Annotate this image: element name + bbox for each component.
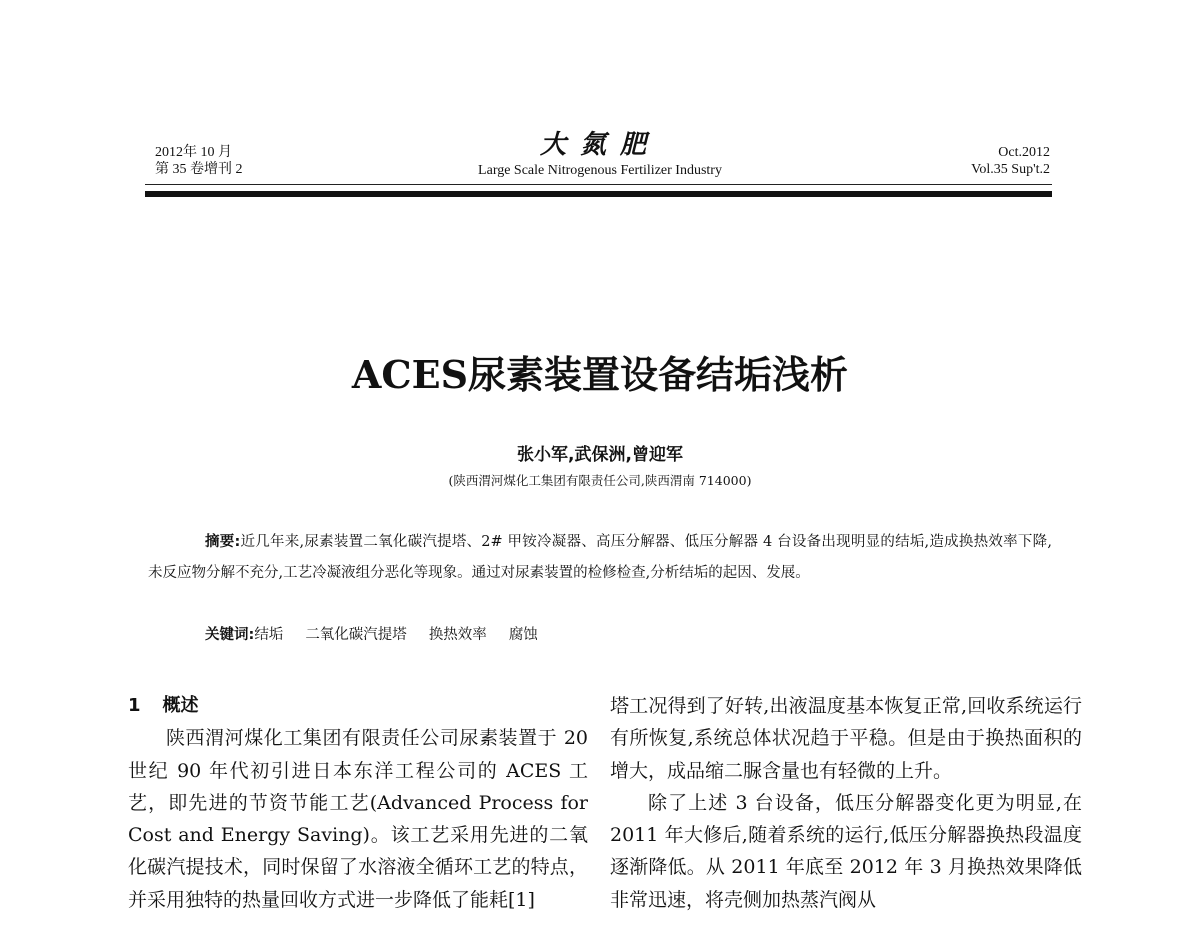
paragraph: 陕西渭河煤化工集团有限责任公司尿素装置于 20 世纪 90 年代初引进日本东洋工程公司的 ACES 工艺，即先进的节资节能工艺(Advanced Process for Cost and Energy Saving)。该工艺采用先进的二氧化碳汽提技术，同时保留了水溶液全循环工艺的特点，并采用独特的热量回收方式进一步降低了能耗[1] [128,727,588,911]
section-title: 概述 [162,695,199,716]
keyword: 结垢 [254,627,284,643]
abstract [148,527,1052,589]
keywords-label: 关键词: [205,627,255,643]
section-heading [128,690,588,722]
keyword: 换热效率 [428,627,487,643]
paragraph: 塔工况得到了好转,出液温度基本恢复正常,回收系统运行有所恢复,系统总体状况趋于平稳。但是由于换热面积的增大，成品缩二脲含量也有轻微的上升。 [610,695,1082,782]
volume-cn: 第 35 卷增刊 2 [155,162,243,177]
date-en: Oct.2012 [998,145,1050,160]
header-rule-thin [145,184,1052,185]
abstract-text: 近几年来,尿素装置二氧化碳汽提塔、2# 甲铵冷凝器、高压分解器、低压分解器 4 台设备出现明显的结垢,造成换热效率下降,未反应物分解不充分,工艺冷凝液组分恶化等现象。通过对尿素装置的检修检查,分析结垢的起因、发展。 [148,534,1052,581]
affiliation: (陕西渭河煤化工集团有限责任公司,陕西渭南 714000) [448,473,752,488]
section-number: 1 [128,695,141,716]
journal-logo: 大氮肥 [539,130,660,160]
authors: 张小军,武保洲,曾迎军 [517,445,683,465]
left-column [128,690,588,916]
keywords [205,620,560,651]
keyword: 二氧化碳汽提塔 [305,627,407,643]
abstract-label: 摘要: [205,534,241,550]
date-cn: 2012年 10 月 [155,145,232,160]
volume-en: Vol.35 Sup't.2 [971,162,1050,177]
right-column [610,690,1082,916]
header-rule-thick [145,191,1052,197]
paragraph: 除了上述 3 台设备，低压分解器变化更为明显,在 2011 年大修后,随着系统的运行,低压分解器换热段温度逐渐降低。从 2011 年底至 2012 年 3 月换热效果降低非常迅速，将壳侧加热蒸汽阀从 [610,791,1082,911]
article-title: ACES尿素装置设备结垢浅析 [351,352,849,397]
issue-date-en [971,144,1050,178]
journal-name-en: Large Scale Nitrogenous Fertilizer Industry [478,163,722,178]
keyword: 腐蚀 [508,627,538,643]
